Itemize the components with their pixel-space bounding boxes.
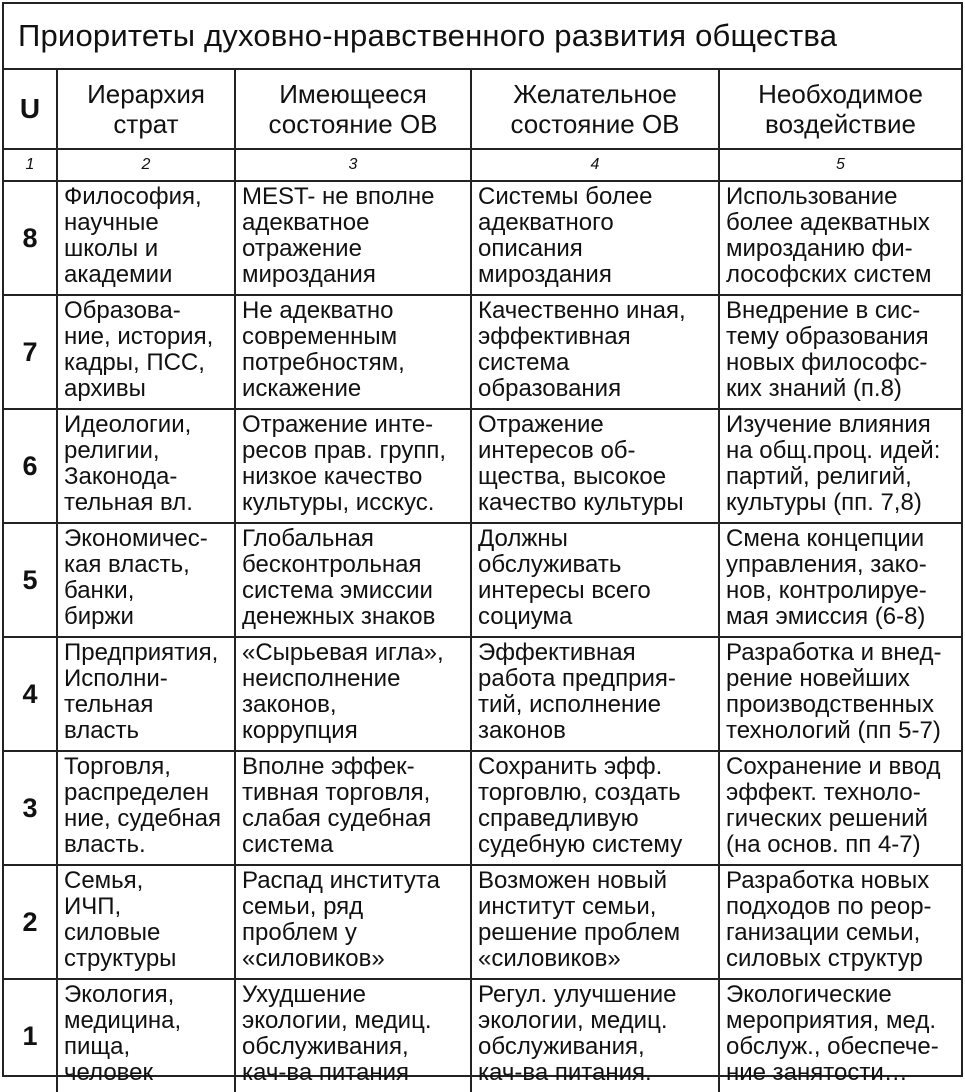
level-number: 5 bbox=[4, 523, 57, 637]
cell-text-line: Регул. улучшение bbox=[478, 981, 677, 1008]
cell-text-line: структуры bbox=[64, 945, 177, 972]
cell-text-line: Предприятия, bbox=[64, 639, 219, 666]
header-required-action bbox=[719, 70, 961, 149]
cell-text-line: медицина, bbox=[64, 1007, 182, 1034]
cell-text-line: мероприятия, мед. bbox=[726, 1007, 937, 1034]
cell-text-line: щества, высокое bbox=[478, 463, 667, 490]
cell-text-line: экологии, медиц. bbox=[242, 1007, 432, 1034]
cell-required-action bbox=[719, 865, 961, 979]
cell-text-line: ких знаний (п.8) bbox=[726, 375, 902, 402]
cell-text-line: ние, история, bbox=[64, 323, 214, 350]
header-desired-state bbox=[471, 70, 719, 149]
cell-text-line: подходов по реор- bbox=[726, 893, 932, 920]
cell-text-line: архивы bbox=[64, 375, 146, 402]
cell-text-line: страт bbox=[113, 109, 179, 139]
cell-text-line: банки, bbox=[64, 577, 135, 604]
cell-text-line: слабая судебная bbox=[242, 805, 432, 832]
cell-text-line: Законода- bbox=[64, 463, 178, 490]
header-strata bbox=[57, 70, 235, 149]
cell-text-line: религии, bbox=[64, 437, 160, 464]
column-number: 4 bbox=[471, 149, 719, 181]
cell-text-line: Смена концепции bbox=[726, 525, 925, 552]
cell-required-action bbox=[719, 181, 961, 295]
cell-text-line: адекватное bbox=[242, 209, 370, 236]
cell-text-line: Вполне эффек- bbox=[242, 753, 415, 780]
cell-text-line: экологии, медиц. bbox=[478, 1007, 668, 1034]
cell-strata bbox=[57, 751, 235, 865]
cell-current-state bbox=[235, 409, 471, 523]
cell-text-line: неисполнение bbox=[242, 665, 401, 692]
cell-text-line: Сохранение и ввод bbox=[726, 753, 941, 780]
cell-text-line: Торговля, bbox=[64, 753, 171, 780]
cell-text-line: потребностям, bbox=[242, 349, 405, 376]
cell-text-line: ние занятости… bbox=[726, 1059, 908, 1086]
cell-text-line: Семья, bbox=[64, 867, 144, 894]
cell-text-line: культуры, исскус. bbox=[242, 489, 435, 516]
cell-text-line: система bbox=[242, 831, 334, 858]
cell-text-line: Глобальная bbox=[242, 525, 374, 552]
cell-text-line: воздействие bbox=[765, 109, 916, 139]
cell-text-line: интересы всего bbox=[478, 577, 651, 604]
cell-text-line: распределен bbox=[64, 779, 210, 806]
cell-text-line: состояние ОВ bbox=[510, 109, 680, 139]
cell-current-state bbox=[235, 523, 471, 637]
cell-text-line: кач-ва питания. bbox=[478, 1059, 652, 1086]
cell-text-line: законов bbox=[478, 717, 566, 744]
cell-text-line: Отражение инте- bbox=[242, 411, 434, 438]
level-number: 4 bbox=[4, 637, 57, 751]
cell-text-line: тельная bbox=[64, 691, 154, 718]
cell-text-line: нов, контролируе- bbox=[726, 577, 927, 604]
cell-current-state bbox=[235, 637, 471, 751]
cell-required-action bbox=[719, 637, 961, 751]
cell-current-state bbox=[235, 865, 471, 979]
cell-text-line: рение новейших bbox=[726, 665, 910, 692]
level-number: 1 bbox=[4, 979, 57, 1092]
cell-strata bbox=[57, 637, 235, 751]
cell-text-line: Изучение влияния bbox=[726, 411, 931, 438]
cell-text-line: управления, зако- bbox=[726, 551, 927, 578]
cell-text-line: Образова- bbox=[64, 297, 181, 324]
cell-text-line: пища, bbox=[64, 1033, 131, 1060]
cell-text-line: эффективная bbox=[478, 323, 631, 350]
cell-text-line: Идеологии, bbox=[64, 411, 192, 438]
cell-text-line: Иерархия bbox=[87, 79, 205, 109]
cell-text-line: U bbox=[19, 93, 41, 124]
level-number: 3 bbox=[4, 751, 57, 865]
cell-text-line: силовых структур bbox=[726, 945, 923, 972]
cell-current-state bbox=[235, 979, 471, 1092]
cell-text-line: Необходимое bbox=[758, 79, 923, 109]
column-number: 3 bbox=[235, 149, 471, 181]
column-number-row bbox=[4, 149, 961, 181]
cell-required-action bbox=[719, 979, 961, 1092]
cell-text-line: Эффективная bbox=[478, 639, 636, 666]
cell-text-line: институт семьи, bbox=[478, 893, 657, 920]
cell-text-line: Распад института bbox=[242, 867, 440, 894]
cell-text-line: «Сырьевая игла», bbox=[242, 639, 444, 666]
column-number: 2 bbox=[57, 149, 235, 181]
cell-text-line: бесконтрольная bbox=[242, 551, 422, 578]
cell-text-line: школы и bbox=[64, 235, 159, 262]
cell-text-line: описания bbox=[478, 235, 583, 262]
cell-strata bbox=[57, 181, 235, 295]
cell-text-line: Системы более bbox=[478, 183, 653, 210]
cell-text-line: человек bbox=[64, 1059, 154, 1086]
cell-text-line: Разработка и внед- bbox=[726, 639, 942, 666]
cell-text-line: (на основ. пп 4-7) bbox=[726, 831, 921, 858]
cell-strata bbox=[57, 979, 235, 1092]
cell-text-line: кач-ва питания bbox=[242, 1059, 409, 1086]
cell-text-line: социума bbox=[478, 603, 573, 630]
cell-text-line: власть bbox=[64, 717, 140, 744]
cell-text-line: законов, bbox=[242, 691, 337, 718]
cell-text-line: научные bbox=[64, 209, 159, 236]
cell-current-state bbox=[235, 181, 471, 295]
cell-text-line: судебную систему bbox=[478, 831, 683, 858]
table-row bbox=[4, 979, 961, 1092]
table-row bbox=[4, 181, 961, 295]
cell-text-line: Экология, bbox=[64, 981, 175, 1008]
column-number: 1 bbox=[4, 149, 57, 181]
cell-text-line: Возможен новый bbox=[478, 867, 667, 894]
cell-text-line: Отражение bbox=[478, 411, 604, 438]
cell-text-line: более адекватных bbox=[726, 209, 930, 236]
cell-text-line: коррупция bbox=[242, 717, 358, 744]
cell-text-line: работа предприя- bbox=[478, 665, 676, 692]
cell-text-line: тий, исполнение bbox=[478, 691, 661, 718]
cell-text-line: производственных bbox=[726, 691, 934, 718]
cell-strata bbox=[57, 865, 235, 979]
cell-text-line: мирозданию фи- bbox=[726, 235, 913, 262]
cell-desired-state bbox=[471, 295, 719, 409]
cell-text-line: качество культуры bbox=[478, 489, 684, 516]
cell-text-line: Должны bbox=[478, 525, 568, 552]
header-level bbox=[4, 70, 57, 149]
cell-text-line: мироздания bbox=[242, 261, 376, 288]
cell-text-line: кая власть, bbox=[64, 551, 190, 578]
cell-text-line: ИЧП, bbox=[64, 893, 122, 920]
cell-text-line: «силовиков» bbox=[242, 945, 385, 972]
cell-strata bbox=[57, 295, 235, 409]
cell-text-line: Качественно иная, bbox=[478, 297, 686, 324]
cell-text-line: Философия, bbox=[64, 183, 202, 210]
cell-text-line: решение проблем bbox=[478, 919, 681, 946]
cell-text-line: низкое качество bbox=[242, 463, 423, 490]
cell-text-line: система bbox=[478, 349, 570, 376]
cell-text-line: тельная вл. bbox=[64, 489, 193, 516]
cell-text-line: интересов об- bbox=[478, 437, 636, 464]
cell-text-line: партий, религий, bbox=[726, 463, 912, 490]
cell-text-line: академии bbox=[64, 261, 173, 288]
cell-text-line: денежных знаков bbox=[242, 603, 436, 630]
cell-text-line: тему образования bbox=[726, 323, 929, 350]
cell-text-line: тивная торговля, bbox=[242, 779, 431, 806]
cell-required-action bbox=[719, 523, 961, 637]
cell-text-line: новых философс- bbox=[726, 349, 928, 376]
cell-text-line: технологий (пп 5-7) bbox=[726, 717, 941, 744]
cell-desired-state bbox=[471, 979, 719, 1092]
cell-text-line: ресов прав. групп, bbox=[242, 437, 446, 464]
cell-text-line: образования bbox=[478, 375, 622, 402]
cell-text-line: на общ.проц. идей: bbox=[726, 437, 941, 464]
column-number: 5 bbox=[719, 149, 961, 181]
cell-text-line: Экологические bbox=[726, 981, 892, 1008]
cell-text-line: система эмиссии bbox=[242, 577, 433, 604]
header-current-state bbox=[235, 70, 471, 149]
cell-text-line: Не адекватно bbox=[242, 297, 394, 324]
level-number: 6 bbox=[4, 409, 57, 523]
cell-text-line: отражение bbox=[242, 235, 362, 262]
cell-text-line: мая эмиссия (6-8) bbox=[726, 603, 926, 630]
cell-required-action bbox=[719, 751, 961, 865]
cell-text-line: кадры, ПСС, bbox=[64, 349, 205, 376]
cell-text-line: власть. bbox=[64, 831, 146, 858]
level-number: 8 bbox=[4, 181, 57, 295]
cell-text-line: семьи, ряд bbox=[242, 893, 364, 920]
cell-text-line: ганизации семьи, bbox=[726, 919, 921, 946]
cell-current-state bbox=[235, 751, 471, 865]
table-row bbox=[4, 637, 961, 751]
table-title: Приоритеты духовно-нравственного развития общества bbox=[4, 4, 961, 70]
cell-text-line: Экономичес- bbox=[64, 525, 208, 552]
cell-text-line: обслуж., обеспече- bbox=[726, 1033, 939, 1060]
cell-text-line: гических решений bbox=[726, 805, 928, 832]
cell-text-line: «силовиков» bbox=[478, 945, 621, 972]
priorities-table bbox=[2, 2, 963, 1086]
cell-text-line: справедливую bbox=[478, 805, 639, 832]
cell-text-line: биржи bbox=[64, 603, 134, 630]
cell-text-line: Исполни- bbox=[64, 665, 168, 692]
cell-text-line: адекватного bbox=[478, 209, 614, 236]
cell-strata bbox=[57, 523, 235, 637]
cell-desired-state bbox=[471, 523, 719, 637]
cell-desired-state bbox=[471, 637, 719, 751]
cell-text-line: MEST- не вполне bbox=[242, 183, 435, 210]
table-row bbox=[4, 751, 961, 865]
cell-text-line: Желательное bbox=[513, 79, 677, 109]
cell-required-action bbox=[719, 295, 961, 409]
cell-desired-state bbox=[471, 751, 719, 865]
cell-text-line: обслуживания, bbox=[242, 1033, 409, 1060]
cell-text-line: Разработка новых bbox=[726, 867, 930, 894]
cell-text-line: современным bbox=[242, 323, 398, 350]
priorities-grid bbox=[4, 70, 961, 1092]
cell-text-line: обслуживать bbox=[478, 551, 622, 578]
cell-text-line: мироздания bbox=[478, 261, 612, 288]
cell-strata bbox=[57, 409, 235, 523]
level-number: 7 bbox=[4, 295, 57, 409]
cell-text-line: Сохранить эфф. bbox=[478, 753, 663, 780]
table-row bbox=[4, 865, 961, 979]
cell-text-line: Имеющееся bbox=[279, 79, 427, 109]
cell-text-line: проблем у bbox=[242, 919, 357, 946]
cell-current-state bbox=[235, 295, 471, 409]
level-number: 2 bbox=[4, 865, 57, 979]
cell-text-line: Использование bbox=[726, 183, 898, 210]
cell-text-line: торговлю, создать bbox=[478, 779, 681, 806]
cell-desired-state bbox=[471, 865, 719, 979]
cell-text-line: культуры (пп. 7,8) bbox=[726, 489, 922, 516]
table-row bbox=[4, 409, 961, 523]
cell-text-line: Ухудшение bbox=[242, 981, 366, 1008]
cell-text-line: ние, судебная bbox=[64, 805, 221, 832]
table-row bbox=[4, 295, 961, 409]
cell-desired-state bbox=[471, 409, 719, 523]
cell-text-line: силовые bbox=[64, 919, 161, 946]
cell-text-line: Внедрение в сис- bbox=[726, 297, 921, 324]
cell-text-line: обслуживания, bbox=[478, 1033, 645, 1060]
cell-text-line: искажение bbox=[242, 375, 362, 402]
cell-required-action bbox=[719, 409, 961, 523]
table-row bbox=[4, 523, 961, 637]
header-row bbox=[4, 70, 961, 149]
cell-text-line: состояние ОВ bbox=[268, 109, 438, 139]
cell-text-line: лософских систем bbox=[726, 261, 932, 288]
cell-desired-state bbox=[471, 181, 719, 295]
cell-text-line: эффект. техноло- bbox=[726, 779, 921, 806]
